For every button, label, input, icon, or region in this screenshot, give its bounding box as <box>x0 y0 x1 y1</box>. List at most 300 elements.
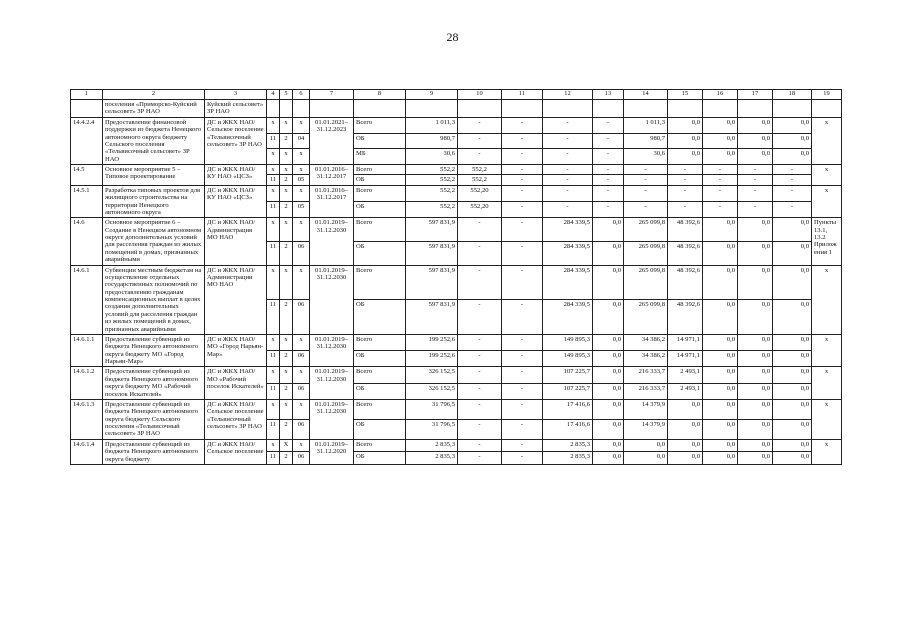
code-c6: х <box>293 265 310 300</box>
code-c5: х <box>280 399 293 419</box>
value-cell: - <box>543 202 593 218</box>
row-note: х <box>812 334 842 367</box>
code-c6: 06 <box>293 383 310 399</box>
value-cell: 597 831,9 <box>406 241 458 265</box>
value-cell: 0,0 <box>668 149 703 165</box>
value-cell <box>668 100 703 118</box>
value-cell: - <box>703 165 738 175</box>
value-cell: 0,0 <box>668 439 703 452</box>
value-cell: 0,0 <box>738 452 773 465</box>
page-number: 28 <box>446 30 459 44</box>
value-cell: - <box>703 175 738 185</box>
code-c6: 04 <box>293 133 310 149</box>
value-cell: 0,0 <box>738 149 773 165</box>
code-c4: 11 <box>267 383 280 399</box>
value-cell: 0,0 <box>593 399 624 419</box>
value-cell: - <box>593 149 624 165</box>
value-cell: 0,0 <box>703 241 738 265</box>
row-code: 14.6.1.2 <box>71 367 103 400</box>
value-cell: 48 392,6 <box>668 241 703 265</box>
value-cell: 2 493,1 <box>668 367 703 383</box>
row-note: х <box>812 399 842 439</box>
code-c5: 2 <box>280 175 293 185</box>
code-c6: х <box>293 185 310 201</box>
value-cell: - <box>502 300 543 335</box>
value-cell: - <box>502 334 543 350</box>
row-period: 01.01.2019– 31.12.2020 <box>310 439 354 464</box>
row-executor: ДС и ЖКХ НАО/ Администрации МО НАО <box>205 265 267 334</box>
column-header: 15 <box>668 90 703 100</box>
funding-source: Всего <box>354 439 406 452</box>
value-cell: 0,0 <box>773 149 812 165</box>
funding-source: Всего <box>354 165 406 175</box>
value-cell: 0,0 <box>703 117 738 133</box>
value-cell: 1 011,3 <box>624 117 668 133</box>
code-c5: 2 <box>280 241 293 265</box>
code-c5: 2 <box>280 202 293 218</box>
value-cell: 0,0 <box>738 367 773 383</box>
value-cell <box>458 100 502 118</box>
value-cell: - <box>593 117 624 133</box>
column-header: 3 <box>205 90 267 100</box>
value-cell: 14 379,9 <box>624 399 668 419</box>
funding-source <box>354 100 406 118</box>
code-c6: 06 <box>293 300 310 335</box>
value-cell: - <box>502 452 543 465</box>
code-c4: х <box>267 367 280 383</box>
value-cell: 14 971,1 <box>668 334 703 350</box>
column-header: 10 <box>458 90 502 100</box>
value-cell: 0,0 <box>703 383 738 399</box>
funding-source: ОБ <box>354 452 406 465</box>
value-cell: 0,0 <box>593 439 624 452</box>
row-executor: ДС и ЖКХ НАО/ МО «Рабочий поселок Искателей» <box>205 367 267 400</box>
value-cell: - <box>773 175 812 185</box>
value-cell: 552,20 <box>458 202 502 218</box>
value-cell: - <box>543 133 593 149</box>
value-cell: 0,0 <box>703 399 738 419</box>
row-note: х <box>812 185 842 218</box>
value-cell: - <box>458 133 502 149</box>
value-cell: 31 796,5 <box>406 399 458 419</box>
value-cell: 0,0 <box>773 334 812 350</box>
value-cell: 0,0 <box>668 399 703 419</box>
value-cell: 107 225,7 <box>543 383 593 399</box>
value-cell: 552,2 <box>406 165 458 175</box>
code-c5: х <box>280 218 293 242</box>
value-cell: 0,0 <box>593 218 624 242</box>
code-c4: 11 <box>267 241 280 265</box>
value-cell: 0,0 <box>593 383 624 399</box>
value-cell: 34 386,2 <box>624 351 668 367</box>
code-c4: х <box>267 334 280 350</box>
column-header: 1 <box>71 90 103 100</box>
value-cell: 265 099,8 <box>624 241 668 265</box>
row-executor: Куйский сельсовет» ЗР НАО <box>205 100 267 118</box>
value-cell: 48 392,6 <box>668 300 703 335</box>
row-period: 01.01.2021– 31.12.2023 <box>310 117 354 164</box>
code-c6: 05 <box>293 175 310 185</box>
code-c5: х <box>280 165 293 175</box>
value-cell: - <box>703 185 738 201</box>
code-c4: х <box>267 399 280 419</box>
value-cell <box>773 100 812 118</box>
code-c4: 11 <box>267 452 280 465</box>
value-cell: - <box>458 117 502 133</box>
code-c4: 11 <box>267 300 280 335</box>
value-cell: - <box>624 175 668 185</box>
code-c5: х <box>280 265 293 300</box>
row-executor: ДС и ЖКХ НАО/ Администрация МО НАО <box>205 218 267 265</box>
value-cell: 0,0 <box>703 149 738 165</box>
value-cell: 597 831,9 <box>406 300 458 335</box>
value-cell <box>543 100 593 118</box>
value-cell: 0,0 <box>738 399 773 419</box>
value-cell: - <box>543 165 593 175</box>
value-cell: 48 392,6 <box>668 265 703 300</box>
row-note: х <box>812 367 842 400</box>
row-period: 01.01.2019– 31.12.2030 <box>310 334 354 367</box>
value-cell: 149 895,3 <box>543 351 593 367</box>
value-cell: - <box>738 175 773 185</box>
value-cell: - <box>773 202 812 218</box>
value-cell: - <box>458 351 502 367</box>
value-cell: 2 835,3 <box>543 452 593 465</box>
code-c6: х <box>293 399 310 419</box>
value-cell: 0,0 <box>773 367 812 383</box>
value-cell: 14 971,1 <box>668 351 703 367</box>
value-cell: 552,2 <box>406 175 458 185</box>
column-header: 16 <box>703 90 738 100</box>
value-cell: 0,0 <box>668 117 703 133</box>
funding-source: Всего <box>354 367 406 383</box>
value-cell: 1 011,3 <box>406 117 458 133</box>
value-cell: - <box>668 202 703 218</box>
row-period: 01.01.2016– 31.12.2017 <box>310 185 354 218</box>
row-note: х <box>812 117 842 164</box>
value-cell: - <box>773 165 812 175</box>
column-header: 2 <box>103 90 205 100</box>
value-cell: - <box>502 202 543 218</box>
value-cell: - <box>458 334 502 350</box>
value-cell: - <box>593 185 624 201</box>
code-c5: 2 <box>280 351 293 367</box>
value-cell <box>703 100 738 118</box>
value-cell: - <box>502 117 543 133</box>
code-c4: х <box>267 218 280 242</box>
value-cell: 980,7 <box>624 133 668 149</box>
table-row <box>71 265 842 300</box>
value-cell: 0,0 <box>593 300 624 335</box>
code-c4: х <box>267 117 280 133</box>
column-header: 5 <box>280 90 293 100</box>
value-cell: 284 339,5 <box>543 300 593 335</box>
row-note: Пункты 13.1, 13.2 Приложения 1 <box>812 218 842 265</box>
value-cell: - <box>502 383 543 399</box>
funding-source: Всего <box>354 218 406 242</box>
funding-source: ОБ <box>354 133 406 149</box>
code-c4: 11 <box>267 133 280 149</box>
row-executor: ДС и ЖКХ НАО/ МО «Город Нарьян-Мар» <box>205 334 267 367</box>
column-header: 6 <box>293 90 310 100</box>
funding-source: Всего <box>354 399 406 419</box>
row-name: Основное мероприятие 6 – Создание в Ненецком автономном округе дополнительных условий для расселения граждан из жилых помещений в домах, признанных аварийными <box>103 218 205 265</box>
value-cell: - <box>543 175 593 185</box>
column-header: 7 <box>310 90 354 100</box>
value-cell: - <box>502 165 543 175</box>
code-c6: 06 <box>293 241 310 265</box>
code-c6 <box>293 100 310 118</box>
value-cell: - <box>543 149 593 165</box>
code-c6: 06 <box>293 419 310 439</box>
value-cell: 0,0 <box>593 351 624 367</box>
value-cell: 0,0 <box>703 452 738 465</box>
table-row <box>71 399 842 419</box>
code-c5 <box>280 100 293 118</box>
value-cell: 30,6 <box>406 149 458 165</box>
row-period: 01.01.2019– 31.12.2030 <box>310 265 354 334</box>
column-header: 19 <box>812 90 842 100</box>
row-executor: ДС и ЖКХ НАО/ Сельское поселение «Тельвисочный сельсовет» ЗР НАО <box>205 399 267 439</box>
code-c4: х <box>267 165 280 175</box>
value-cell: 0,0 <box>624 452 668 465</box>
value-cell: 0,0 <box>773 351 812 367</box>
value-cell: 0,0 <box>703 300 738 335</box>
funding-source: ОБ <box>354 241 406 265</box>
value-cell: 0,0 <box>738 300 773 335</box>
value-cell: 0,0 <box>738 334 773 350</box>
column-header: 14 <box>624 90 668 100</box>
value-cell: 0,0 <box>738 351 773 367</box>
row-name: Предоставление субвенций из бюджета Ненецкого автономного округа бюджету МО «Рабочий поселок Искателей» <box>103 367 205 400</box>
value-cell: - <box>624 185 668 201</box>
value-cell: - <box>458 383 502 399</box>
value-cell: 0,0 <box>624 439 668 452</box>
value-cell: - <box>502 351 543 367</box>
value-cell: - <box>458 419 502 439</box>
value-cell: 0,0 <box>773 265 812 300</box>
value-cell: - <box>458 218 502 242</box>
value-cell: 149 895,3 <box>543 334 593 350</box>
value-cell: - <box>458 265 502 300</box>
value-cell: 0,0 <box>668 419 703 439</box>
value-cell: 326 152,5 <box>406 367 458 383</box>
code-c4: х <box>267 185 280 201</box>
row-code: 14.5.1 <box>71 185 103 218</box>
code-c4: х <box>267 265 280 300</box>
value-cell: 0,0 <box>703 367 738 383</box>
funding-source: ОБ <box>354 383 406 399</box>
row-period: 01.01.2019– 31.12.2030 <box>310 399 354 439</box>
value-cell: 0,0 <box>738 383 773 399</box>
row-name: Основное мероприятие 5 – Типовое проектирование <box>103 165 205 186</box>
value-cell: - <box>668 175 703 185</box>
value-cell: - <box>458 367 502 383</box>
code-c5: 2 <box>280 133 293 149</box>
value-cell: - <box>502 241 543 265</box>
row-period: 01.01.2019– 31.12.2030 <box>310 218 354 265</box>
funding-source: ОБ <box>354 300 406 335</box>
value-cell: 0,0 <box>773 218 812 242</box>
row-executor: ДС и ЖКХ НАО/ Сельское поселение <box>205 439 267 464</box>
value-cell: 0,0 <box>773 419 812 439</box>
code-c4: 11 <box>267 175 280 185</box>
value-cell: 2 493,1 <box>668 383 703 399</box>
value-cell: - <box>738 165 773 175</box>
code-c6: 05 <box>293 202 310 218</box>
value-cell <box>502 100 543 118</box>
code-c4 <box>267 100 280 118</box>
column-header: 11 <box>502 90 543 100</box>
row-code: 14.6.1.4 <box>71 439 103 464</box>
row-name: Разработка типовых проектов для жилищного строительства на территории Ненецкого автономного округа <box>103 185 205 218</box>
table-row <box>71 117 842 133</box>
value-cell: - <box>502 439 543 452</box>
program-table <box>70 89 842 465</box>
value-cell: 0,0 <box>738 265 773 300</box>
code-c6: х <box>293 149 310 165</box>
code-c4: х <box>267 439 280 452</box>
column-header: 13 <box>593 90 624 100</box>
value-cell: 0,0 <box>668 452 703 465</box>
value-cell: 0,0 <box>773 241 812 265</box>
value-cell: 0,0 <box>593 452 624 465</box>
value-cell: - <box>593 165 624 175</box>
value-cell: 552,2 <box>458 175 502 185</box>
row-executor: ДС и ЖКХ НАО/ КУ НАО «ЦСЗ» <box>205 185 267 218</box>
value-cell: 0,0 <box>703 439 738 452</box>
value-cell: 2 835,3 <box>406 439 458 452</box>
value-cell: - <box>458 149 502 165</box>
value-cell: 0,0 <box>773 452 812 465</box>
row-executor: ДС и ЖКХ НАО/ КУ НАО «ЦСЗ» <box>205 165 267 186</box>
column-header: 18 <box>773 90 812 100</box>
value-cell <box>593 100 624 118</box>
column-header: 17 <box>738 90 773 100</box>
value-cell: 980,7 <box>406 133 458 149</box>
code-c5: 2 <box>280 383 293 399</box>
value-cell: 199 252,6 <box>406 334 458 350</box>
value-cell: 552,20 <box>458 185 502 201</box>
code-c4: 11 <box>267 419 280 439</box>
value-cell: 552,2 <box>406 185 458 201</box>
row-note: х <box>812 439 842 464</box>
value-cell <box>406 100 458 118</box>
row-code: 14.6.1 <box>71 265 103 334</box>
value-cell: - <box>624 165 668 175</box>
value-cell: - <box>502 149 543 165</box>
code-c6: х <box>293 218 310 242</box>
value-cell: 0,0 <box>703 334 738 350</box>
value-cell: 0,0 <box>773 399 812 419</box>
value-cell: 0,0 <box>738 419 773 439</box>
value-cell: - <box>543 117 593 133</box>
value-cell: - <box>502 133 543 149</box>
value-cell: - <box>458 452 502 465</box>
value-cell: 0,0 <box>593 419 624 439</box>
value-cell: 284 339,5 <box>543 218 593 242</box>
row-name: Предоставление субвенций из бюджета Ненецкого автономного округа бюджету Сельского поселения «Тельвисочный сельсовет» ЗР НАО <box>103 399 205 439</box>
value-cell: - <box>703 202 738 218</box>
value-cell: - <box>668 165 703 175</box>
value-cell: 216 333,7 <box>624 383 668 399</box>
value-cell: - <box>502 218 543 242</box>
funding-source: ОБ <box>354 419 406 439</box>
value-cell: - <box>738 185 773 201</box>
value-cell: - <box>593 175 624 185</box>
row-code: 14.6.1.1 <box>71 334 103 367</box>
code-c6: х <box>293 439 310 452</box>
code-c4: 11 <box>267 202 280 218</box>
value-cell: - <box>502 265 543 300</box>
value-cell <box>738 100 773 118</box>
value-cell: 265 099,8 <box>624 218 668 242</box>
value-cell: 0,0 <box>773 383 812 399</box>
row-executor: ДС и ЖКХ НАО/ Сельское поселение «Тельвисочный сельсовет» ЗР НАО <box>205 117 267 164</box>
value-cell: - <box>624 202 668 218</box>
value-cell: 48 392,6 <box>668 218 703 242</box>
row-code: 14.4.2.4 <box>71 117 103 164</box>
value-cell: 265 099,8 <box>624 265 668 300</box>
value-cell: - <box>458 399 502 419</box>
code-c5: Х <box>280 439 293 452</box>
value-cell: 107 225,7 <box>543 367 593 383</box>
table-row <box>71 334 842 350</box>
code-c5: 2 <box>280 300 293 335</box>
row-code: 14.6 <box>71 218 103 265</box>
value-cell: - <box>502 399 543 419</box>
row-code: 14.5 <box>71 165 103 186</box>
value-cell: 0,0 <box>703 218 738 242</box>
row-period: 01.01.2019– 31.12.2030 <box>310 367 354 400</box>
code-c5: х <box>280 117 293 133</box>
column-header: 4 <box>267 90 280 100</box>
value-cell: 284 339,5 <box>543 241 593 265</box>
funding-source: ОБ <box>354 351 406 367</box>
value-cell: 0,0 <box>738 439 773 452</box>
row-name: поселения «Приморско-Куйский сельсовет» ЗР НАО <box>103 100 205 118</box>
row-name: Предоставление финансовой поддержки из бюджета Ненецкого автономного округа бюджету Сельского поселения «Тельвисочный сельсовет» ЗР НАО <box>103 117 205 164</box>
value-cell: - <box>593 202 624 218</box>
code-c6: х <box>293 165 310 175</box>
row-name: Субвенции местным бюджетам на осуществление отдельных государственных полномочий по предоставлению гражданам компенсационных выплат в целях создания дополнительных условий для расселения граждан из жилых помещений в домах, признанных аварийными <box>103 265 205 334</box>
value-cell: - <box>502 185 543 201</box>
value-cell: 0,0 <box>593 334 624 350</box>
funding-source: ОБ <box>354 175 406 185</box>
value-cell: - <box>458 439 502 452</box>
column-header-row <box>71 90 842 100</box>
funding-source: ОБ <box>354 202 406 218</box>
code-c5: х <box>280 367 293 383</box>
row-period <box>310 100 354 118</box>
row-name: Предоставление субвенций из бюджета Ненецкого автономного округа бюджету МО «Город Нарьян-Мар» <box>103 334 205 367</box>
code-c6: х <box>293 117 310 133</box>
row-period: 01.01.2016– 31.12.2017 <box>310 165 354 186</box>
value-cell: 0,0 <box>703 265 738 300</box>
value-cell: 0,0 <box>593 241 624 265</box>
value-cell: 0,0 <box>703 133 738 149</box>
value-cell: 265 099,8 <box>624 300 668 335</box>
table-row <box>71 367 842 383</box>
value-cell: 0,0 <box>593 265 624 300</box>
value-cell: 0,0 <box>738 218 773 242</box>
value-cell: 17 416,6 <box>543 419 593 439</box>
value-cell: - <box>458 241 502 265</box>
value-cell <box>624 100 668 118</box>
value-cell: - <box>543 185 593 201</box>
code-c5: 2 <box>280 452 293 465</box>
value-cell: 0,0 <box>668 133 703 149</box>
